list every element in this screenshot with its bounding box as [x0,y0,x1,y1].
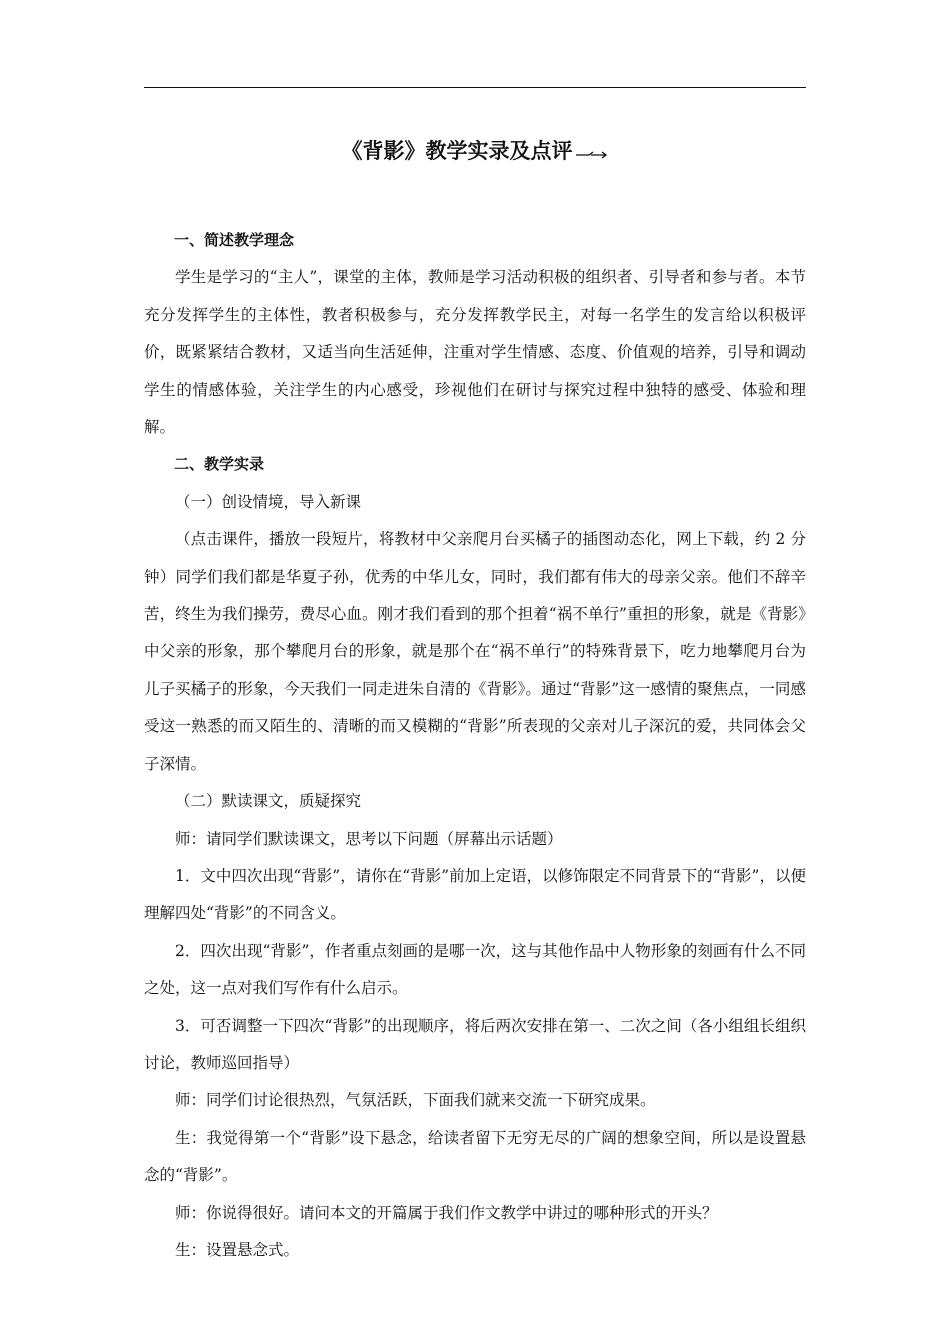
arrow-mark-icon [575,137,609,167]
document-body [144,222,806,1269]
question-3: 3．可否调整一下四次“背影”的出现顺序，将后两次安排在第一、二次之间（各小组组长组织讨论，教师巡回指导） [144,1016,806,1072]
page-title [144,136,806,167]
title-text: 《背影》教学实录及点评 [341,139,573,163]
header-rule [144,87,806,88]
dialogue-student-2: 生：设置悬念式。 [175,1240,300,1259]
dialogue-student-1: 生：我觉得第一个“背影”设下悬念，给读者留下无穷无尽的广阔的想象空间，所以是设置悬念的“背影”。 [144,1128,806,1185]
subheading-reading: （二）默读课文，质疑探究 [175,792,362,811]
paragraph-intro: （点击课件，播放一段短片，将教材中父亲爬月台买橘子的插图动态化，网上下载，约 2 分钟）同学们我们都是华夏子孙，优秀的中华儿女，同时，我们都有伟大的母亲父亲。他们不辞辛苦，终生为我们操劳，费尽心血。刚才我们看到的那个担着“祸不单行”重担的形象，就是《背影》中父亲的形象，那个攀爬月台的形象，就是那个在“祸不单行”的特殊背景下，吃力地攀爬月台为儿子买橘子的形象，今天我们一同走进朱自清的《背影》。通过“背影”这一感情的聚焦点，一同感受这一熟悉的而又陌生的、清晰的而又模糊的“背影”所表现的父亲对儿子深沉的爱，共同体会父子深情。 [144,530,806,773]
subheading-intro: （一）创设情境，导入新课 [175,492,362,511]
section-heading-record: 二、教学实录 [174,455,265,474]
dialogue-teacher-2: 师：你说得很好。请问本文的开篇属于我们作文教学中讲过的哪种形式的开头？ [175,1203,718,1222]
section-heading-concept: 一、简述教学理念 [174,231,295,249]
paragraph-teacher-prompt: 师：请同学们默读课文，思考以下问题（屏幕出示话题） [175,829,563,848]
paragraph-concept: 学生是学习的“主人”，课堂的主体，教师是学习活动积极的组织者、引导者和参与者。本节充分发挥学生的主体性，教者积极参与，充分发挥教学民主，对每一名学生的发言给以积极评价，既紧紧结合教材，又适当向生活延伸，注重对学生情感、态度、价值观的培养，引导和调动学生的情感体验，关注学生的内心感受，珍视他们在研讨与探究过程中独特的感受、体验和理解。 [144,268,806,437]
question-1: 1．文中四次出现“背影”，请你在“背影”前加上定语，以修饰限定不同背景下的“背影”，以便理解四处“背影”的不同含义。 [144,866,806,923]
dialogue-teacher-1: 师：同学们讨论很热烈，气氛活跃，下面我们就来交流一下研究成果。 [175,1091,656,1110]
question-2: 2．四次出现“背影”，作者重点刻画的是哪一次，这与其他作品中人物形象的刻画有什么不同之处，这一点对我们写作有什么启示。 [144,941,806,998]
